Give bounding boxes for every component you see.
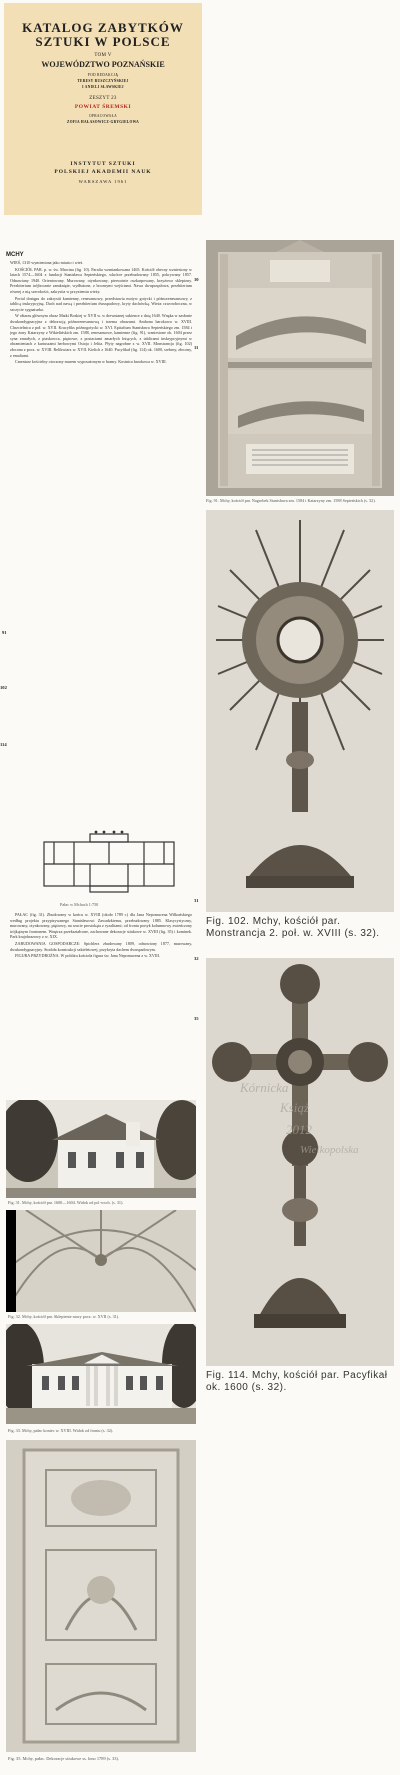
watermark-line3: 2012 (286, 1122, 312, 1137)
cover-editor1: TERESY RUSZCZYŃSKIEJ (77, 79, 129, 83)
fig114-caption: Fig. 114. Mchy, kościół par. Pacyfikał ok. 1600 (s. 32). (206, 1370, 388, 1393)
figure-ref-102: 102 (0, 685, 7, 690)
figure-ref-11: 11 (194, 345, 199, 350)
paragraph: Cmentarz kościelny otoczony murem wyposażonym w bramy. Kostnica barokowa w. XVIII. (15, 359, 167, 365)
cover-title-line2: SZTUKI W POLSCE (35, 34, 171, 49)
cover-compiled-by: OPRACOWAŁA (89, 114, 117, 118)
cover-county: POWIAT ŚREMSKI (74, 104, 132, 110)
cover-author: ZOFIA HAŁASOWICZ-GRYGIELOWA (67, 120, 139, 124)
paragraph: FIGURA PRZYDROŻNA. W pobliżu kościoła figura św. Jana Nepomucena z w. XVIII. (15, 953, 160, 959)
paragraph: PAŁAC (fig. 31). Zbudowany w końcu w. XVIII (około 1789 r.) dla Jana Nepomucena Wilkońskiego według projektu przypisywanego Stanisławowi Zawadzkiemu, przebudowany 1885. Klasycystyczny, murowany, otynkowany, piętrowy, na rzucie prostokąta z ryzalitami; od frontu portyk kolumnowy zwieńczony trójkątnym frontonem. Wnętrza przekształcone, zachowane dekoracje stiukowe w. XVIII (fig. 35) i kominek. Park krajobrazowy z w. XIX. (10, 912, 192, 940)
cover-institute-line2: POLSKIEJ AKADEMII NAUK (54, 169, 152, 175)
cover-institute-line1: INSTYTUT SZTUKI (70, 161, 136, 167)
watermark-line2: Książ (280, 1100, 309, 1115)
cover-voivodeship: WOJEWÓDZTWO POZNAŃSKIE (41, 60, 165, 69)
article-text-bottom (10, 912, 192, 1097)
cover-editor2: I ANIELI SŁAWSKIEJ (82, 85, 124, 89)
cover-title-line1: KATALOG ZABYTKÓW (22, 20, 184, 35)
fig35-caption: Fig. 35. Mchy, pałac. Dekoracje stiukowe ss. lono 1789 (s. 33). (8, 1756, 120, 1761)
library-watermark (230, 1080, 380, 1190)
fig32-caption: Fig. 32. Mchy, kościół par. Sklepienie nawy pocz. w. XVII (s. 31). (8, 1314, 120, 1319)
fig102-photo (206, 510, 394, 912)
fig91-photo (206, 240, 394, 496)
figure-ref-32: 32 (194, 956, 199, 961)
figure-ref-91: 91 (2, 630, 7, 635)
fig102-caption: Fig. 102. Mchy, kościół par. Monstrancja 2. poł. w. XVIII (s. 32). (206, 916, 380, 939)
figure-ref-10: 10 (194, 277, 199, 282)
paragraph: Portal dostępu do zakrystii kamienny, renesansowy, przedstawia motyw gotycki i późnorenesansowy, z tablicą inskrypcyjną. Dach nad nawą i prezbiterium dwuspadowy, kryty dachówką. Wieża czworoboczna, w szczycie sygnaturka. (10, 295, 192, 312)
plan-caption: Pałac w Mchach 1:750 (60, 902, 99, 907)
fig32-photo (6, 1210, 196, 1312)
fig35-photo (6, 1440, 196, 1752)
figure-ref-114: 114 (0, 742, 7, 747)
watermark-line1: Kórnicka (240, 1080, 289, 1095)
watermark-line4: Wielkopolska (300, 1144, 359, 1156)
figure-ref-35: 35 (194, 1016, 199, 1021)
paragraph: W ołtarzu głównym obraz Matki Boskiej w XVII w. w drewnianej sukience z datą 1640. Wnęka w zasłonie dwukondygnacyjna z dekoracją późnorenesansową i trzema obrazami. Ambona barokowa w. XVIII. Chrzcielnica z poł. w. XVII. Krucyfiks późnogotycki w. XVI. Epitafium Stanisława Sepieńskiego zm. 1584 i jego żony Katarzyny z Wikielińskich zm. 1588, renesansowe, kamienne (fig. 91), wzniesione ok. 1604 przez syna zmarłych, z piaskowca, piętrowe, z postaciami zmarłych leżących, z tablicami inskrypcyjnymi w obramieniach z kartuszami herbowymi Ostoja i Jelita. Płyty nagrobne z w. XVII. Monstrancja (fig. 102) złocona z pocz. w. XVIII. Relikwiarz w. XVII. Kielich z 1640. Pacyfikał (fig. 114) ok. 1600, srebrny, złocony, z emaliami. (10, 313, 192, 358)
cover-editors-intro: POD REDAKCJĄ (87, 73, 119, 77)
figure-ref-31: 31 (194, 898, 199, 903)
paragraph: WIEŚ, 1310 wymieniona jako miasto i wieś. (10, 260, 84, 265)
book-cover (4, 3, 202, 215)
cover-volume: TOM V (94, 53, 112, 58)
paragraph: KOŚCIÓŁ PAR. p. w. św. Marcina (fig. 10). Parafia wzmiankowana 1465. Kościół obecny wzniesiony w latach 1574—1604 z fundacji Stanisława Sepieńskiego, wkrótce przebudowany 1855, pokrywany 1857. Odnawiany 1940. Orientowany. Murowany, otynkowany, pierwotnie oszkarpowany, krzyżowo sklepiony. Prezbiterium trójbocznie zamknięte, wydłużone, z bocznymi wejściami. Nawa dwuprzęsłowa, prezbiterium równej z nią szerokości, zakrystia w przyziemiu wieży. (10, 266, 192, 294)
fig31-caption: Fig. 31. Mchy, kościół par. 1600—1604. Widok od pd.-wsch. (s. 31). (8, 1200, 124, 1205)
fig31-photo (6, 1100, 196, 1198)
section-title: MCHY (6, 252, 24, 258)
palace-floor-plan (34, 828, 184, 898)
article-text-top (10, 260, 192, 820)
fig33-caption: Fig. 33. Mchy, pałac koniec w. XVIII. Widok od frontu (s. 32). (8, 1428, 114, 1433)
cover-city-year: WARSZAWA 1961 (78, 179, 128, 184)
cover-issue: ZESZYT 23 (89, 96, 117, 101)
paragraph: ZABUDOWANIA GOSPODARCZE: Spichlerz zbudowany 1809, odnowiony 1877, murowany, dwukondygnacyjny. Stodoła konstrukcji szkieletowej, przykryta dachem dwuspadowym. (10, 940, 192, 952)
fig33-photo (6, 1324, 196, 1424)
fig91-caption: Fig. 91. Mchy, kościół par. Nagrobek Stanisława zm. 1584 i Katarzyny zm. 1588 Sepieńskich (s. 32). (206, 498, 376, 503)
